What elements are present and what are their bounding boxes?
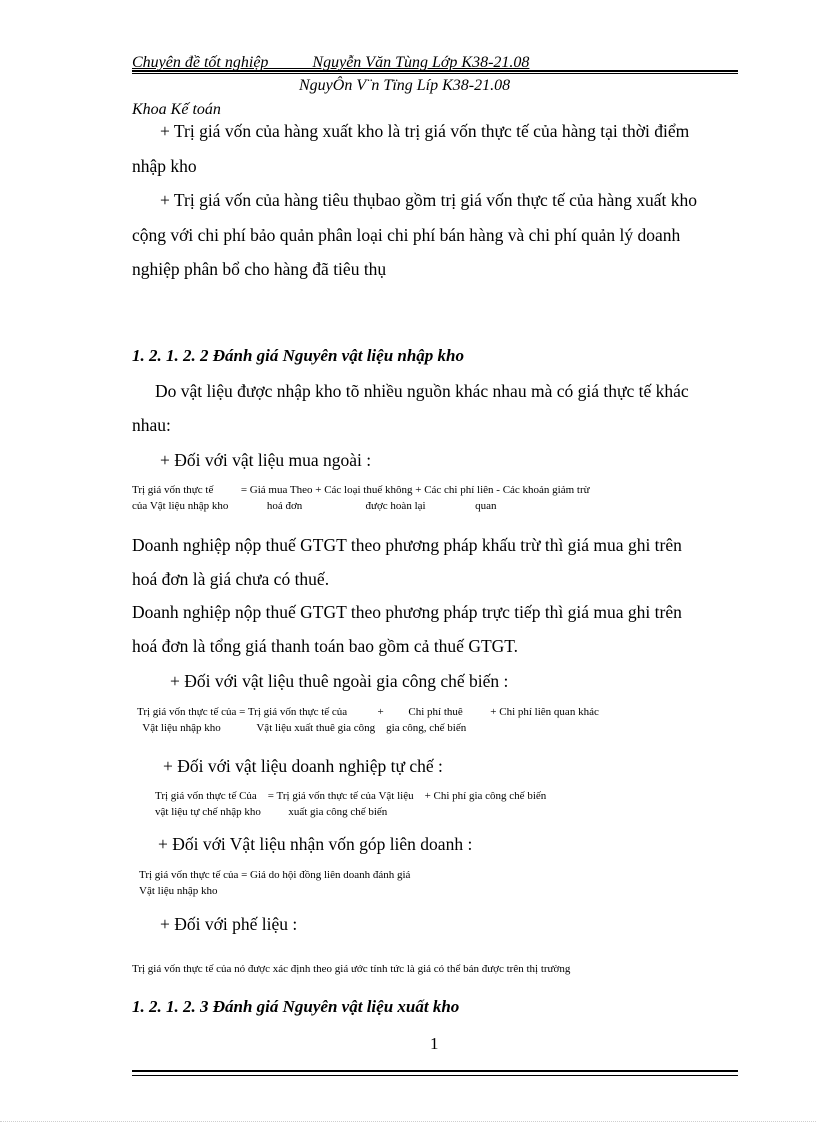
header-author-line: NguyÔn V¨n Tïng Líp K38-21.08 <box>299 77 511 94</box>
paragraph-2-line-3: nghiệp phân bổ cho hàng đã tiêu thụ <box>132 259 387 279</box>
formula-gia-cong-line-2: Vật liệu nhập kho Vật liệu xuất thuê gia công gia công, chế biến <box>137 722 467 734</box>
formula-mua-ngoai-line-1: Trị giá vốn thực tế = Giá mua Theo + Các loại thuế không + Các chi phí liên - Các khoản giảm trừ <box>132 484 590 496</box>
header-rule-top-2 <box>132 70 738 72</box>
paragraph-2-line-1: + Trị giá vốn của hàng tiêu thụbao gồm trị giá vốn thực tế của hàng xuất kho <box>160 190 697 210</box>
page-bottom-dotted-edge <box>0 1121 816 1122</box>
gtgt-khau-tru-line-1: Doanh nghiệp nộp thuế GTGT theo phương pháp khấu trừ thì giá mua ghi trên <box>132 535 682 555</box>
gtgt-khau-tru-line-2: hoá đơn là giá chưa có thuế. <box>132 569 330 589</box>
formula-gia-cong-line-1: Trị giá vốn thực tế của = Trị giá vốn thực tế của + Chi phí thuê + Chi phí liên quan khác <box>137 706 599 718</box>
case-mua-ngoai-title: + Đối với vật liệu mua ngoài : <box>160 450 372 470</box>
footer-rule-2 <box>132 1075 738 1076</box>
section1-intro-line-1: Do vật liệu được nhập kho tõ nhiều nguồn khác nhau mà có giá thực tế khác <box>155 381 689 401</box>
footer-rule-1 <box>132 1070 738 1072</box>
header-rule-top <box>132 73 738 74</box>
page-number: 1 <box>430 1034 439 1053</box>
case-phe-lieu-title: + Đối với phế liệu : <box>160 914 298 934</box>
formula-phe-lieu: Trị giá vốn thực tế của nó được xác định theo giá ước tính tức là giá có thể bán được trên thị trường <box>132 963 571 975</box>
paragraph-2-line-2: cộng với chi phí bảo quản phân loại chi phí bán hàng và chi phí quản lý doanh <box>132 225 681 245</box>
gtgt-truc-tiep-line-2: hoá đơn là tổng giá thanh toán bao gồm cả thuế GTGT. <box>132 636 519 656</box>
formula-tu-che-line-1: Trị giá vốn thực tế Của = Trị giá vốn thực tế của Vật liệu + Chi phí gia công chế biến <box>155 790 547 802</box>
section1-intro-line-2: nhau: <box>132 415 171 435</box>
case-gia-cong-title: + Đối với vật liệu thuê ngoài gia công chế biến : <box>170 671 509 691</box>
formula-von-gop-line-2: Vật liệu nhập kho <box>139 885 218 897</box>
section-heading-xuat-kho: 1. 2. 1. 2. 3 Đánh giá Nguyên vật liệu xuất kho <box>132 997 460 1016</box>
paragraph-1-line-2: nhập kho <box>132 156 197 176</box>
header-course-line: Chuyên đề tốt nghiệp Nguyễn Văn Tùng Lớp K38-21.08 <box>132 54 530 71</box>
formula-von-gop-line-1: Trị giá vốn thực tế của = Giá do hội đồng liên doanh đánh giá <box>139 869 411 881</box>
header-faculty: Khoa Kế toán <box>132 101 221 118</box>
formula-tu-che-line-2: vật liệu tự chế nhập kho xuất gia công chế biến <box>155 806 388 818</box>
paragraph-1-line-1: + Trị giá vốn của hàng xuất kho là trị giá vốn thực tế của hàng tại thời điểm <box>160 121 690 141</box>
formula-mua-ngoai-line-2: của Vật liệu nhập kho hoá đơn được hoàn lại quan <box>132 500 497 512</box>
section-heading-nhap-kho: 1. 2. 1. 2. 2 Đánh giá Nguyên vật liệu nhập kho <box>132 346 465 365</box>
case-von-gop-title: + Đối với Vật liệu nhận vốn góp liên doanh : <box>158 834 473 854</box>
case-tu-che-title: + Đối với vật liệu doanh nghiệp tự chế : <box>163 756 443 776</box>
gtgt-truc-tiep-line-1: Doanh nghiệp nộp thuế GTGT theo phương pháp trực tiếp thì giá mua ghi trên <box>132 602 682 622</box>
